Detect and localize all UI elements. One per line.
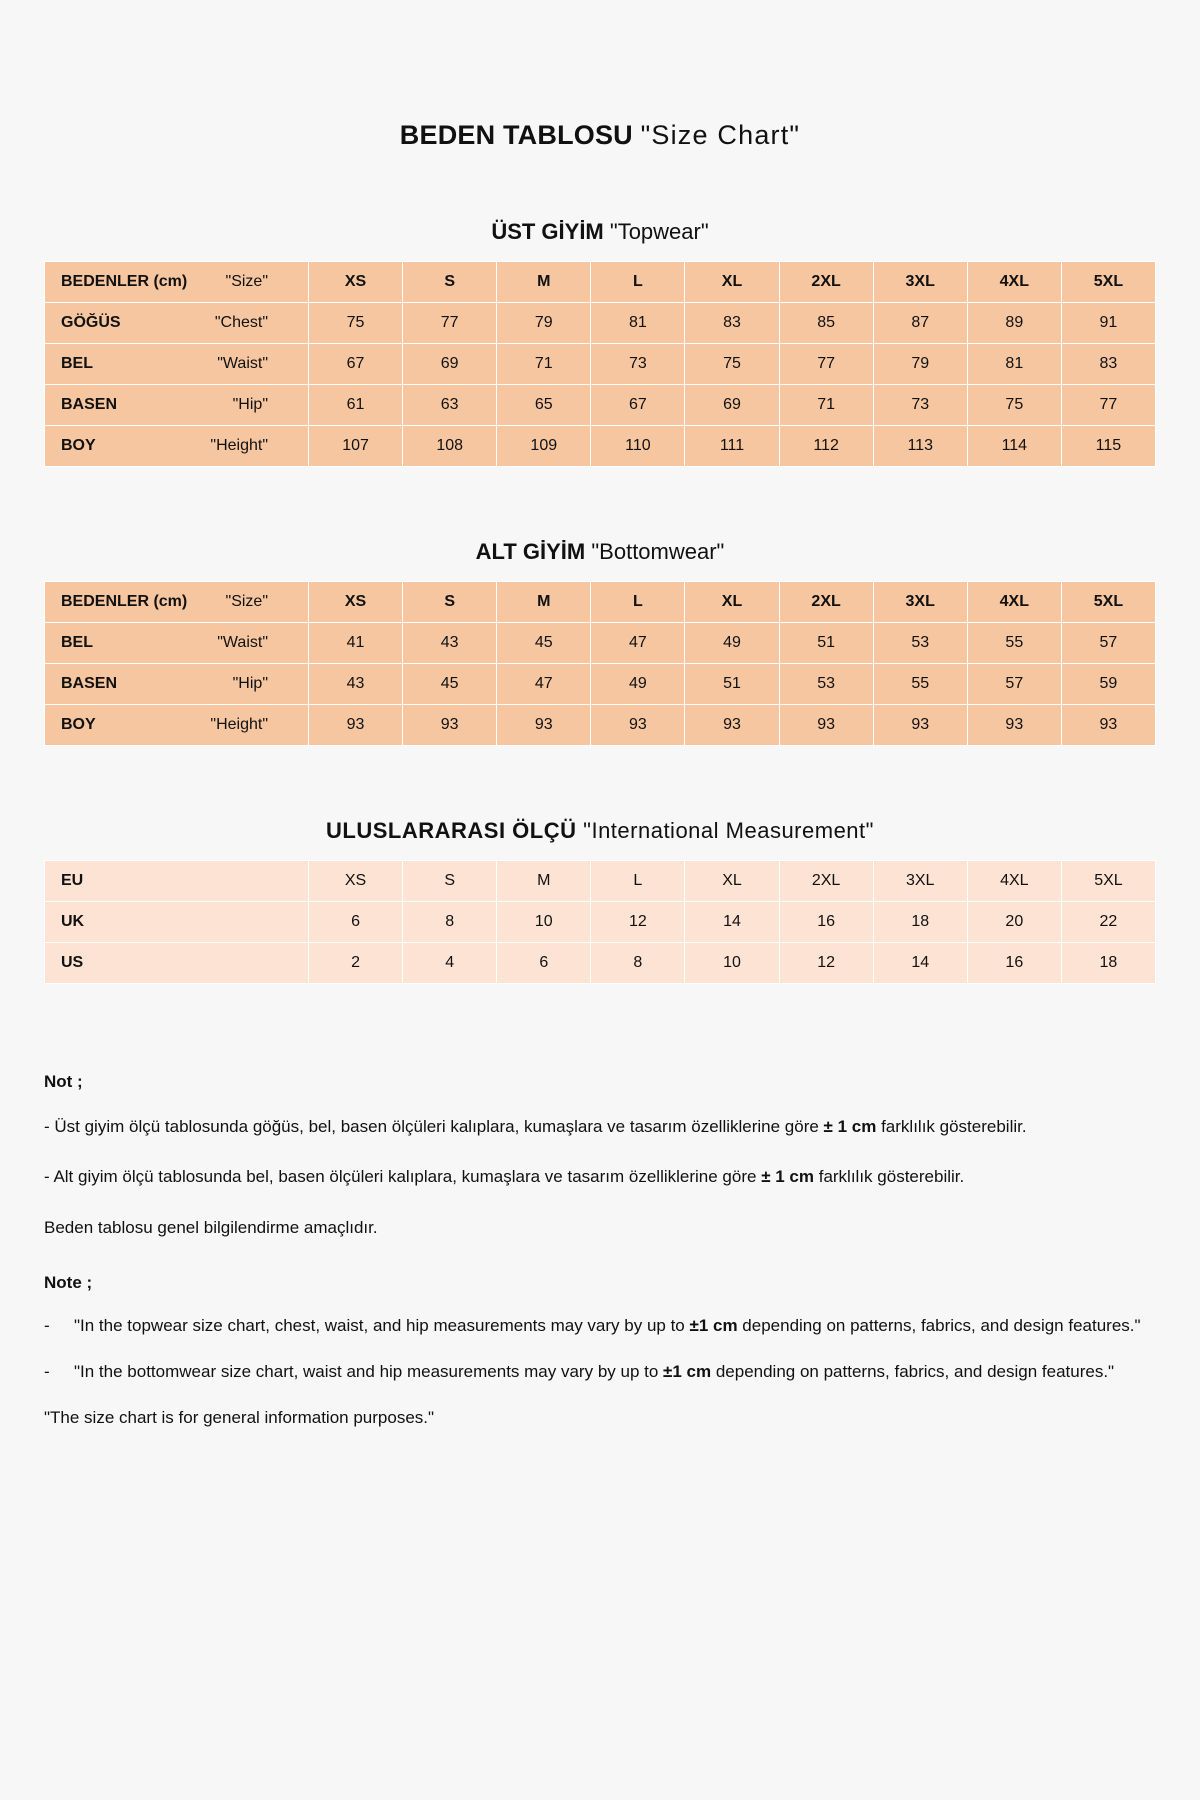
cell: 114 [967,426,1061,467]
cell: 112 [779,426,873,467]
cell: 75 [309,303,403,344]
cell: 18 [873,902,967,943]
cell: 12 [779,943,873,984]
cell: 20 [967,902,1061,943]
header-size-cell: M [497,582,591,623]
cell: 16 [779,902,873,943]
cell: L [591,861,685,902]
row-label-tr: GÖĞÜS [61,314,121,331]
cell: 89 [967,303,1061,344]
table-row [45,623,1156,664]
cell: 110 [591,426,685,467]
cell: 85 [779,303,873,344]
cell: 2XL [779,861,873,902]
cell: 12 [591,902,685,943]
note-tr-1-a: - Üst giyim ölçü tablosunda göğüs, bel, basen ölçüleri kalıplara, kumaşlara ve tasarım özelliklerine göre [44,1116,824,1136]
cell: 83 [685,303,779,344]
table-row [45,664,1156,705]
cell: 93 [685,705,779,746]
row-label-en: "Hip" [232,396,268,413]
section-bottomwear [44,539,1156,746]
section-topwear [44,219,1156,467]
cell: 93 [1061,705,1155,746]
table-row [45,385,1156,426]
cell: 43 [309,664,403,705]
cell: 45 [497,623,591,664]
note-tr-1 [44,1115,1156,1140]
header-size-cell: S [403,262,497,303]
note-tr-1-bold: ± 1 cm [823,1116,877,1136]
cell: M [497,861,591,902]
list-item [44,1359,1156,1385]
row-label-tr: BOY [61,716,96,733]
header-size-cell: XL [685,582,779,623]
row-label-en: "Hip" [232,675,268,692]
table-row [45,943,1156,984]
list-dash: - [44,1316,50,1336]
cell: 77 [403,303,497,344]
table-row [45,861,1156,902]
header-size-cell: M [497,262,591,303]
header-size-cell: S [403,582,497,623]
cell: 5XL [1061,861,1155,902]
cell: 77 [779,344,873,385]
table-row [45,303,1156,344]
note-en-2-a: "In the bottomwear size chart, waist and hip measurements may vary by up to [74,1361,664,1381]
cell: 93 [873,705,967,746]
row-label-cell [45,303,309,344]
header-size-cell: XS [309,262,403,303]
list-dash: - [44,1361,50,1381]
row-label-tr: BASEN [61,396,118,413]
cell: 6 [309,902,403,943]
cell: 4 [403,943,497,984]
note-en-3: "The size chart is for general information purposes." [44,1408,435,1428]
header-label-tr: BEDENLER (cm) [61,273,188,290]
cell: 87 [873,303,967,344]
cell: XL [685,861,779,902]
cell: 93 [779,705,873,746]
header-label-tr: BEDENLER (cm) [61,593,188,610]
cell: 16 [967,943,1061,984]
cell: 10 [685,943,779,984]
row-label-tr: BASEN [61,675,118,692]
cell: 55 [967,623,1061,664]
cell: 81 [591,303,685,344]
cell: 2 [309,943,403,984]
row-label-en: "Chest" [214,314,268,331]
cell: 49 [685,623,779,664]
page-title [44,120,1156,151]
cell: 59 [1061,664,1155,705]
note-en-1-a: "In the topwear size chart, chest, waist, and hip measurements may vary by up to [74,1316,690,1336]
cell: 14 [873,943,967,984]
cell: 81 [967,344,1061,385]
cell: 83 [1061,344,1155,385]
cell: 107 [309,426,403,467]
topwear-title-en: "Topwear" [609,219,709,244]
cell: 79 [873,344,967,385]
notes-heading-tr: Not ; [44,1072,83,1091]
header-size-cell: 4XL [967,582,1061,623]
cell: 71 [779,385,873,426]
table-row [45,426,1156,467]
table-header-row [45,262,1156,303]
cell: 111 [685,426,779,467]
header-label-en: "Size" [225,593,268,610]
page-title-en: "Size Chart" [640,120,801,150]
cell: 93 [967,705,1061,746]
note-tr-3: Beden tablosu genel bilgilendirme amaçlıdır. [44,1217,378,1237]
row-label-en: "Height" [210,716,268,733]
row-label-cell: EU [45,861,309,902]
row-label-tr: BOY [61,437,96,454]
cell: 93 [309,705,403,746]
row-label-en: "Waist" [217,634,268,651]
notes-section [44,1070,1156,1431]
header-size-cell: XL [685,262,779,303]
note-en-2-c: depending on patterns, fabrics, and design features." [711,1361,1115,1381]
row-label-cell [45,705,309,746]
note-tr-2-bold: ± 1 cm [761,1167,814,1187]
cell: 61 [309,385,403,426]
cell: 53 [779,664,873,705]
list-item [44,1313,1156,1339]
table-row [45,705,1156,746]
cell: 47 [591,623,685,664]
notes-en-list [44,1313,1156,1384]
row-label-cell: US [45,943,309,984]
row-label-cell [45,385,309,426]
cell: 108 [403,426,497,467]
cell: 75 [967,385,1061,426]
cell: 73 [873,385,967,426]
table-row [45,344,1156,385]
cell: 51 [685,664,779,705]
section-international [44,818,1156,984]
international-title [44,818,1156,844]
bottomwear-table [44,581,1156,746]
page-title-tr: BEDEN TABLOSU [399,120,633,150]
cell: 4XL [967,861,1061,902]
cell: 77 [1061,385,1155,426]
topwear-title-tr: ÜST GİYİM [491,219,604,244]
bottomwear-title-en: "Bottomwear" [591,539,725,564]
row-label-cell [45,664,309,705]
row-label-en: "Height" [210,437,268,454]
cell: 57 [967,664,1061,705]
row-label-en: "Waist" [217,355,268,372]
note-tr-2-c: farklılık gösterebilir. [814,1167,965,1187]
cell: 91 [1061,303,1155,344]
cell: 67 [591,385,685,426]
note-en-2-bold: ±1 cm [663,1361,712,1381]
cell: 57 [1061,623,1155,664]
cell: 8 [403,902,497,943]
header-size-cell: L [591,262,685,303]
cell: 18 [1061,943,1155,984]
cell: 93 [403,705,497,746]
notes-heading-en: Note ; [44,1272,93,1292]
table-header-row [45,582,1156,623]
cell: 65 [497,385,591,426]
header-size-cell: XS [309,582,403,623]
header-size-cell: 5XL [1061,582,1155,623]
note-tr-2-a: - Alt giyim ölçü tablosunda bel, basen ölçüleri kalıplara, kumaşlara ve tasarım özelliklerine göre [44,1167,762,1187]
cell: 3XL [873,861,967,902]
header-size-cell: 4XL [967,262,1061,303]
cell: 109 [497,426,591,467]
cell: 8 [591,943,685,984]
international-table [44,860,1156,984]
cell: 6 [497,943,591,984]
cell: 63 [403,385,497,426]
note-tr-1-c: farklılık gösterebilir. [876,1116,1027,1136]
cell: 45 [403,664,497,705]
cell: 79 [497,303,591,344]
row-label-tr: BEL [61,634,93,651]
row-label-cell [45,344,309,385]
cell: 43 [403,623,497,664]
header-label-cell [45,262,309,303]
cell: 10 [497,902,591,943]
cell: 41 [309,623,403,664]
topwear-title [44,219,1156,245]
header-label-en: "Size" [225,273,268,290]
international-title-tr: ULUSLARARASI ÖLÇÜ [326,818,577,843]
header-label-cell [45,582,309,623]
cell: 47 [497,664,591,705]
header-size-cell: L [591,582,685,623]
note-tr-2 [44,1165,1156,1190]
cell: 69 [403,344,497,385]
note-en-1-c: depending on patterns, fabrics, and design features." [737,1316,1141,1336]
cell: 69 [685,385,779,426]
header-size-cell: 3XL [873,262,967,303]
cell: 49 [591,664,685,705]
bottomwear-title [44,539,1156,565]
header-size-cell: 5XL [1061,262,1155,303]
cell: 53 [873,623,967,664]
bottomwear-title-tr: ALT GİYİM [475,539,586,564]
cell: 75 [685,344,779,385]
cell: 115 [1061,426,1155,467]
header-size-cell: 2XL [779,262,873,303]
topwear-table [44,261,1156,467]
cell: 55 [873,664,967,705]
row-label-cell [45,623,309,664]
cell: 51 [779,623,873,664]
header-size-cell: 3XL [873,582,967,623]
note-en-1-bold: ±1 cm [689,1316,738,1336]
cell: 73 [591,344,685,385]
cell: 67 [309,344,403,385]
cell: 113 [873,426,967,467]
table-row [45,902,1156,943]
cell: 14 [685,902,779,943]
cell: 93 [591,705,685,746]
cell: XS [309,861,403,902]
cell: 71 [497,344,591,385]
row-label-cell [45,426,309,467]
cell: S [403,861,497,902]
cell: 22 [1061,902,1155,943]
row-label-tr: BEL [61,355,93,372]
row-label-cell: UK [45,902,309,943]
header-size-cell: 2XL [779,582,873,623]
international-title-en: "International Measurement" [583,818,874,843]
cell: 93 [497,705,591,746]
